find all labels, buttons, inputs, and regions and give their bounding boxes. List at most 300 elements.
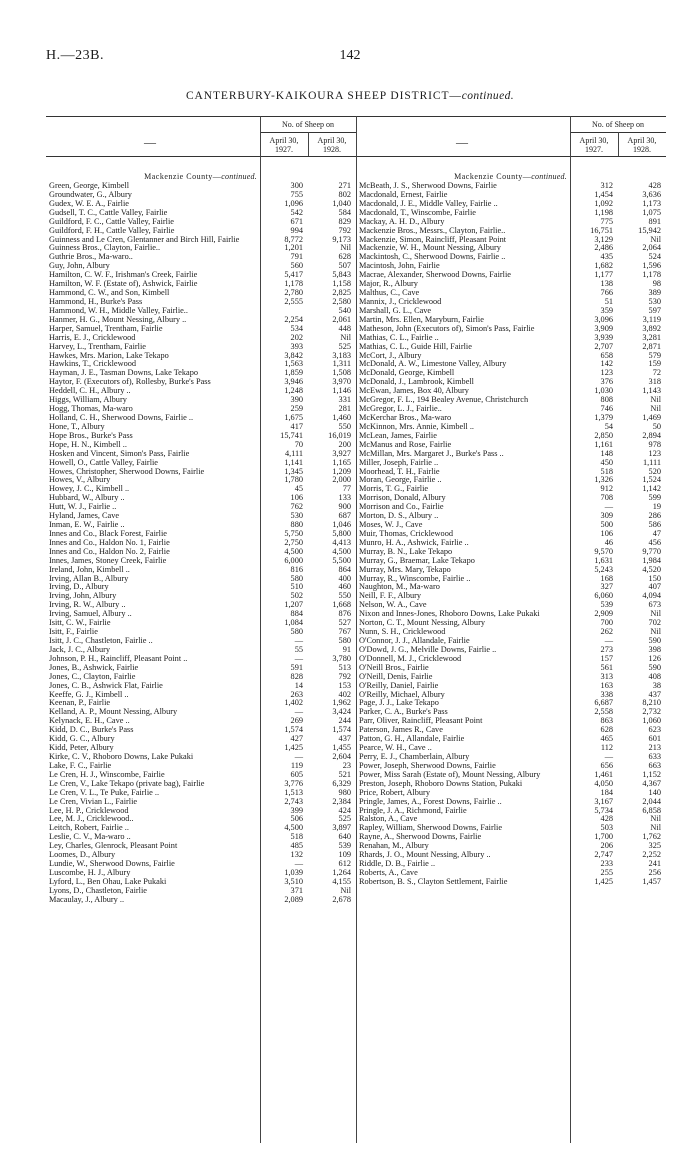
sheep-count-1928: 1,173 <box>642 198 661 208</box>
sheep-count-1927: 123 <box>600 368 613 378</box>
sheep-count-1927: 1,198 <box>594 207 613 217</box>
sheep-count-1928: 2,580 <box>332 296 351 306</box>
sheep-count-1928: 520 <box>648 466 661 476</box>
sheep-count-1928: 628 <box>338 252 351 262</box>
sheep-count-1928: 140 <box>648 787 661 797</box>
sheep-count-1927: 580 <box>290 627 303 637</box>
sheep-count-1927: 1,161 <box>594 439 613 449</box>
right-col1-year: 1927. <box>585 144 603 154</box>
owner-name: Perry, E. J., Chamberlain, Albury <box>359 752 470 761</box>
sheep-count-1927: 6,060 <box>594 591 613 601</box>
sheep-count-1928: 331 <box>338 395 351 405</box>
sheep-count-1928: 829 <box>338 216 351 226</box>
sheep-count-1928: 200 <box>338 439 351 449</box>
sheep-count-1927: 1,513 <box>284 787 303 797</box>
sheep-count-1927: 3,129 <box>594 234 613 244</box>
sheep-count-1928: 1,209 <box>332 466 351 476</box>
owner-name: Holland, C. H., Sherwood Downs, Fairlie .. <box>49 412 194 422</box>
owner-name: Riddle, D. B., Fairlie .. <box>359 859 436 869</box>
sheep-count-1927: 15,741 <box>280 430 303 440</box>
owner-name: Innes, James, Stoney Creek, Fairlie <box>49 555 167 565</box>
sheep-count-1928: 702 <box>648 618 661 628</box>
sheep-count-1927: 912 <box>600 484 613 494</box>
sheep-count-1928: 3,927 <box>332 448 351 458</box>
owner-name: Macdonald, J. E., Middle Valley, Fairlie .. <box>359 198 498 208</box>
owner-name: Hutt, W. J., Fairlie .. <box>49 502 117 512</box>
owner-name: McDonald, A. W., Limestone Valley, Albury <box>359 359 507 369</box>
sheep-count-1927: 2,743 <box>284 796 303 806</box>
sheep-count-1928: Nil <box>650 609 661 619</box>
right-col2-header <box>618 137 666 154</box>
sheep-count-1927: 591 <box>290 662 303 672</box>
sheep-count-1927: 1,039 <box>284 867 303 877</box>
sheep-count-1928: 1,762 <box>642 832 661 842</box>
sheep-count-1928: 318 <box>648 377 661 387</box>
sheep-count-1928: 673 <box>648 600 661 610</box>
sheep-count-1927: 4,111 <box>284 448 303 458</box>
sheep-count-1927: 828 <box>290 671 303 681</box>
owner-name: Le Cren, Vivian L., Fairlie <box>49 796 138 806</box>
owner-name: Hayman, J. E., Tasman Downs, Lake Tekapo <box>49 368 198 378</box>
sheep-count-1928: 2,604 <box>332 752 351 761</box>
owner-name: Hawkes, Mrs. Marion, Lake Tekapo <box>49 350 169 360</box>
sheep-count-1928: 2,871 <box>642 341 661 351</box>
owner-name: McDonald, George, Kimbell <box>359 368 455 378</box>
sheep-count-1927: 2,909 <box>594 609 613 619</box>
sheep-count-1927: 1,454 <box>594 189 613 199</box>
sheep-count-1928: 1,146 <box>332 386 351 396</box>
owner-name: Isitt, C. W., Fairlie <box>49 618 111 628</box>
owner-name: O'Reilly, Michael, Albury <box>359 689 445 699</box>
sheep-count-1927: 762 <box>290 502 303 512</box>
sheep-count-1928: 524 <box>648 252 661 262</box>
sheep-count-1927: 884 <box>290 609 303 619</box>
sheep-count-1927: 371 <box>290 885 303 895</box>
sheep-count-1928: 5,843 <box>332 270 351 280</box>
owner-name: Gudex, W. E. A., Fairlie <box>49 198 129 208</box>
sheep-count-1928: 507 <box>338 261 351 271</box>
sheep-count-1928: 891 <box>648 216 661 226</box>
sheep-count-1927: 393 <box>290 341 303 351</box>
owner-name: Harris, E. J., Cricklewood <box>49 332 136 342</box>
left-col1-year: 1927. <box>275 144 293 154</box>
owner-name: McManus and Rose, Fairlie <box>359 439 452 449</box>
sheep-count-1928: 1,152 <box>642 769 661 779</box>
sheep-count-1928: 1,455 <box>332 743 351 753</box>
owner-name: Neill, F. F., Albury <box>359 591 422 601</box>
sheep-count-1928: 513 <box>338 662 351 672</box>
owner-name: Pringle, James, A., Forest Downs, Fairlie .. <box>359 796 502 806</box>
owner-name: Howes, Christopher, Sherwood Downs, Fairlie <box>49 466 205 476</box>
sheep-count-1928: 407 <box>648 582 661 592</box>
owner-name: Kirke, C. V., Rhoboro Downs, Lake Pukaki <box>49 752 194 761</box>
owner-name: Irving, Samuel, Albury .. <box>49 609 132 619</box>
owner-name: Isitt, J. C., Chastleton, Fairlie .. <box>49 636 153 646</box>
sheep-count-1927: 539 <box>600 600 613 610</box>
owner-name: Macintosh, John, Fairlie <box>359 261 440 271</box>
owner-name: O'Donnell, M. J., Cricklewood <box>359 653 462 663</box>
owner-name: Jones, C., Clayton, Fairlie <box>49 671 136 681</box>
sheep-count-1928: 123 <box>648 448 661 458</box>
sheep-count-1928: 4,367 <box>642 778 661 788</box>
sheep-count-1927: 2,750 <box>284 537 303 547</box>
sheep-count-1927: 233 <box>600 859 613 869</box>
sheep-count-1928: 599 <box>648 493 661 503</box>
page-title <box>0 90 700 102</box>
sheep-count-1928: 1,311 <box>332 359 351 369</box>
owner-name: Kelynack, E. H., Cave .. <box>49 716 130 726</box>
owner-name: Morrison, Donald, Albury <box>359 493 446 503</box>
sheep-count-1928: 687 <box>338 511 351 521</box>
sheep-count-1928: 286 <box>648 511 661 521</box>
owner-name: Leslie, C. V., Ma-waro .. <box>49 832 131 842</box>
sheep-count-1927: 338 <box>600 689 613 699</box>
sheep-count-1927: 9,570 <box>594 546 613 556</box>
sheep-count-1927: 5,734 <box>594 805 613 815</box>
owner-name: Lee, M. J., Cricklewood.. <box>49 814 134 824</box>
sheep-count-1928: Nil <box>340 885 351 895</box>
sheep-count-1927: 1,326 <box>594 475 613 485</box>
sheep-count-1928: 8,210 <box>642 698 661 708</box>
left-col2-date: April 30, <box>317 136 347 145</box>
sheep-count-1928: 23 <box>342 760 351 770</box>
sheep-count-1927: 2,558 <box>594 707 613 717</box>
sheep-count-1928: 1,046 <box>332 520 351 530</box>
owner-name: Murray, R., Winscombe, Fairlie .. <box>359 573 471 583</box>
sheep-count-1928: 521 <box>338 769 351 779</box>
sheep-count-1927: 1,345 <box>284 466 303 476</box>
sheep-count-1928: 900 <box>338 502 351 512</box>
sheep-count-1928: 612 <box>338 859 351 869</box>
sheep-count-1928: 3,636 <box>642 189 661 199</box>
sheep-count-1927: 1,201 <box>284 243 303 253</box>
sheep-count-1928: 1,457 <box>642 876 661 886</box>
sheep-count-1927: 16,751 <box>590 225 613 235</box>
sheep-count-1927: 2,850 <box>594 430 613 440</box>
sheep-count-1927: 671 <box>290 216 303 226</box>
sheep-count-1927: 560 <box>290 261 303 271</box>
owner-name: Green, George, Kimbell <box>49 181 130 190</box>
sheep-count-1927: — <box>294 707 303 717</box>
owner-name: Munro, H. A., Ashwick, Fairlie .. <box>359 537 469 547</box>
sheep-count-1928: 1,264 <box>332 867 351 877</box>
sheep-count-1927: 1,675 <box>284 412 303 422</box>
sheep-count-1927: 656 <box>600 760 613 770</box>
sheep-count-1927: 1,248 <box>284 386 303 396</box>
left-column <box>46 172 355 905</box>
owner-name: Isitt, F., Fairlie <box>49 627 98 637</box>
owner-name: Robertson, B. S., Clayton Settlement, Fairlie <box>359 876 508 886</box>
owner-name: Jack, J. C., Albury <box>49 644 111 654</box>
owner-name: Roberts, A., Cave <box>359 867 418 877</box>
sheep-count-1927: 2,707 <box>594 341 613 351</box>
sheep-count-1927: 55 <box>294 644 303 654</box>
owner-name: Guinness and Le Cren, Glentanner and Birch Hill, Fairlie <box>49 234 240 244</box>
owner-name: Johnson, P. H., Raincliff, Pleasant Point .. <box>49 653 188 663</box>
page-number: 142 <box>339 48 361 63</box>
owner-name: Morrison and Co., Fairlie <box>359 502 444 512</box>
sheep-count-1928: 2,894 <box>642 430 661 440</box>
owner-name: Innes and Co., Haldon No. 1, Fairlie <box>49 537 170 547</box>
right-col1-header <box>570 137 618 154</box>
owner-name: Moses, W. J., Cave <box>359 520 423 530</box>
sheep-count-1928: 1,142 <box>642 484 661 494</box>
sheep-count-1927: 502 <box>290 591 303 601</box>
sheep-count-1927: 465 <box>600 734 613 744</box>
sheep-count-1927: 766 <box>600 288 613 298</box>
sheep-count-1927: 206 <box>600 841 613 851</box>
owner-name: Jones, C. B., Ashwick Flat, Fairlie <box>49 680 163 690</box>
sheep-count-1927: 4,500 <box>284 546 303 556</box>
owner-name: Preston, Joseph, Rhoboro Downs Station, Pukaki <box>359 778 523 788</box>
sheep-count-1927: 132 <box>290 850 303 860</box>
sheep-count-1928: 2,678 <box>332 894 351 904</box>
owner-name: Major, R., Albury <box>359 279 418 289</box>
sheep-count-1927: 1,178 <box>284 279 303 289</box>
sheep-count-1928: Nil <box>650 395 661 405</box>
owner-name: Mackenzie, W. H., Mount Nessing, Albury <box>359 243 501 253</box>
owner-name: McKinnon, Mrs. Annie, Kimbell .. <box>359 421 474 431</box>
sheep-count-1928: 1,060 <box>642 716 661 726</box>
sheep-count-1927: 157 <box>600 653 613 663</box>
right-col2-date: April 30, <box>627 136 657 145</box>
sheep-count-1928: Nil <box>340 243 351 253</box>
sheep-count-1928: 590 <box>648 636 661 646</box>
sheep-count-1928: 586 <box>648 520 661 530</box>
sheep-count-1928: 50 <box>652 421 661 431</box>
sheep-count-1928: 98 <box>652 279 661 289</box>
sheep-count-1927: 4,500 <box>284 823 303 833</box>
sheep-count-1928: 1,524 <box>642 475 661 485</box>
table-row <box>356 878 665 887</box>
sheep-count-1927: 54 <box>604 421 613 431</box>
owner-name: Power, Miss Sarah (Estate of), Mount Nessing, Albury <box>359 769 541 779</box>
owner-name: Rhards, J. O., Mount Nessing, Albury .. <box>359 850 491 860</box>
owner-name: Parker, C. A., Burke's Pass <box>359 707 448 717</box>
owner-name: O'Neill, Denis, Fairlie <box>359 671 433 681</box>
sheep-count-1928: 91 <box>342 644 351 654</box>
owner-name: Price, Robert, Albury <box>359 787 430 797</box>
sheep-count-1927: 106 <box>290 493 303 503</box>
sheep-count-1927: 1,084 <box>284 618 303 628</box>
sheep-count-1928: 539 <box>338 841 351 851</box>
sheep-count-1927: 184 <box>600 787 613 797</box>
owner-name: Macrae, Alexander, Sherwood Downs, Fairlie <box>359 270 511 280</box>
sheep-count-1928: Nil <box>340 332 351 342</box>
sheep-count-1927: 273 <box>600 644 613 654</box>
owner-name: Kidd, Peter, Albury <box>49 743 114 753</box>
owner-name: Luscombe, H. J., Albury <box>49 867 131 877</box>
owner-name: Hammond, W. H., Middle Valley, Fairlie.. <box>49 305 188 315</box>
sheep-count-1927: 500 <box>600 520 613 530</box>
sheep-count-1927: 1,859 <box>284 368 303 378</box>
owner-name: Inman, E. W., Fairlie .. <box>49 520 125 530</box>
owner-name: Nixon and Innes-Jones, Rhoboro Downs, Lake Pukaki <box>359 609 540 619</box>
sheep-count-1927: 816 <box>290 564 303 574</box>
sheep-count-1927: 1,700 <box>594 832 613 842</box>
sheep-count-1928: 153 <box>338 680 351 690</box>
sheep-count-1927: 45 <box>294 484 303 494</box>
owner-name: Hope Bros., Burke's Pass <box>49 430 133 440</box>
sheep-count-1927: 2,780 <box>284 288 303 298</box>
sheep-count-1927: 1,425 <box>594 876 613 886</box>
sheep-count-1928: 15,942 <box>638 225 661 235</box>
sheep-count-1927: 313 <box>600 671 613 681</box>
owner-name: Paterson, James R., Cave <box>359 725 443 735</box>
sheep-count-1927: 1,780 <box>284 475 303 485</box>
left-group-header: No. of Sheep on <box>282 120 334 129</box>
right-name-header: — <box>456 135 468 149</box>
owner-name: Gudsell, T. C., Cattle Valley, Fairlie <box>49 207 168 217</box>
sheep-count-1927: — <box>294 653 303 663</box>
owner-name: Hosken and Vincent, Simon's Pass, Fairlie <box>49 448 190 458</box>
sheep-count-1928: 437 <box>648 689 661 699</box>
sheep-count-1928: 3,119 <box>642 314 661 324</box>
sheep-count-1927: 14 <box>294 680 303 690</box>
owner-name: Murray, B. N., Lake Tekapo <box>359 546 453 556</box>
owner-name: Loomes, D., Albury <box>49 850 116 860</box>
sheep-count-1927: — <box>294 752 303 761</box>
sheep-count-1928: 1,460 <box>332 412 351 422</box>
sheep-count-1928: 550 <box>338 421 351 431</box>
owner-name: Ley, Charles, Glenrock, Pleasant Point <box>49 841 178 851</box>
sheep-count-1928: 1,984 <box>642 555 661 565</box>
owner-name: Page, J. J., Lake Tekapo <box>359 698 439 708</box>
sheep-count-1928: 6,329 <box>332 778 351 788</box>
sheep-count-1928: 2,384 <box>332 796 351 806</box>
owner-name: Muir, Thomas, Cricklewood <box>359 528 453 538</box>
owner-name: Lake, F. C., Fairlie <box>49 760 112 770</box>
sheep-count-1928: Nil <box>650 404 661 414</box>
owner-name: Kidd, D. C., Burke's Pass <box>49 725 134 735</box>
sheep-count-1927: 51 <box>604 296 613 306</box>
sheep-count-1928: 3,897 <box>332 823 351 833</box>
owner-name: Keeffe, G. J., Kimbell .. <box>49 689 129 699</box>
owner-name: Guildford, F. H., Cattle Valley, Fairlie <box>49 225 175 235</box>
sheep-count-1928: 9,173 <box>332 234 351 244</box>
owner-name: Innes and Co., Haldon No. 2, Fairlie <box>49 546 170 556</box>
sheep-count-1927: 510 <box>290 582 303 592</box>
sheep-count-1928: 2,000 <box>332 475 351 485</box>
sheep-count-1928: 584 <box>338 207 351 217</box>
sheep-count-1927: 530 <box>290 511 303 521</box>
sheep-count-1927: 390 <box>290 395 303 405</box>
sheep-count-1927: 3,510 <box>284 876 303 886</box>
document-code: H.—23B. <box>46 48 104 63</box>
owner-name: Lee, H. P., Cricklewood <box>49 805 129 815</box>
sheep-count-1927: 994 <box>290 225 303 235</box>
owner-name: O'Connor, J. J., Allandale, Fairlie <box>359 636 470 646</box>
owner-name: Irving, Allan B., Albury <box>49 573 129 583</box>
sheep-count-1928: Nil <box>650 627 661 637</box>
sheep-count-1927: 399 <box>290 805 303 815</box>
owner-name: Rapley, William, Sherwood Downs, Fairlie <box>359 823 502 833</box>
left-col2-year: 1928. <box>323 144 341 154</box>
sheep-count-1928: 1,111 <box>642 457 661 467</box>
sheep-count-1928: 540 <box>338 305 351 315</box>
sheep-count-1927: 138 <box>600 279 613 289</box>
sheep-count-1928: 408 <box>648 671 661 681</box>
sheep-count-1928: 590 <box>648 662 661 672</box>
sheep-count-1927: 450 <box>600 457 613 467</box>
sheep-count-1928: 77 <box>342 484 351 494</box>
sheep-count-1927: — <box>604 752 613 761</box>
sheep-count-1927: 1,207 <box>284 600 303 610</box>
owner-name: Haytor, F. (Executors of), Rollesby, Burke's Pass <box>49 377 211 387</box>
right-section-title: Mackenzie County— <box>454 172 532 181</box>
owner-name: Hone, T., Albury <box>49 421 105 431</box>
left-section-title: Mackenzie County— <box>144 172 222 181</box>
sheep-count-1928: 2,825 <box>332 288 351 298</box>
sheep-count-1928: 398 <box>648 644 661 654</box>
sheep-count-1927: 312 <box>600 181 613 190</box>
sheep-count-1927: 485 <box>290 841 303 851</box>
sheep-count-1927: 2,089 <box>284 894 303 904</box>
sheep-count-1927: 791 <box>290 252 303 262</box>
owner-name: Le Cren, V., Lake Tekapo (private bag), Fairlie <box>49 778 205 788</box>
owner-name: Irving, John, Albury <box>49 591 117 601</box>
sheep-count-1928: 3,183 <box>332 350 351 360</box>
owner-name: Pearce, W. H., Cave .. <box>359 743 432 753</box>
owner-name: Kidd, G. C., Albury <box>49 734 115 744</box>
owner-name: Hanmer, H. G., Mount Nessing, Albury .. <box>49 314 187 324</box>
sheep-count-1928: 389 <box>648 288 661 298</box>
sheep-count-1928: 1,962 <box>332 698 351 708</box>
sheep-count-1928: 241 <box>648 859 661 869</box>
sheep-count-1927: 376 <box>600 377 613 387</box>
sheep-count-1927: 300 <box>290 181 303 190</box>
owner-name: Howell, O., Cattle Valley, Fairlie <box>49 457 158 467</box>
sheep-count-1927: 106 <box>600 528 613 538</box>
owner-name: Guinness Bros., Clayton, Fairlie.. <box>49 243 161 253</box>
owner-name: Kelland, A. P., Mount Nessing, Albury <box>49 707 178 717</box>
sheep-count-1927: 808 <box>600 395 613 405</box>
owner-name: Hope, H. N., Kimbell .. <box>49 439 127 449</box>
sheep-count-1927: 708 <box>600 493 613 503</box>
owner-name: Mannix, J., Cricklewood <box>359 296 442 306</box>
owner-name: Patton, G. H., Allandale, Fairlie <box>359 734 465 744</box>
sheep-count-1927: 1,177 <box>594 270 613 280</box>
owner-name: O'Dowd, J. G., Melville Downs, Fairlie .. <box>359 644 497 654</box>
sheep-count-1928: 802 <box>338 189 351 199</box>
sheep-count-1928: 876 <box>338 609 351 619</box>
sheep-count-1928: 550 <box>338 591 351 601</box>
owner-name: Marshall, G. L., Cave <box>359 305 432 315</box>
owner-name: Hamilton, C. W. F., Irishman's Creek, Fairlie <box>49 270 198 280</box>
sheep-count-1928: 978 <box>648 439 661 449</box>
sheep-count-1927: 3,167 <box>594 796 613 806</box>
owner-name: Howey, J. C., Kimbell .. <box>49 484 130 494</box>
sheep-count-1927: 1,425 <box>284 743 303 753</box>
sheep-count-1928: 1,668 <box>332 600 351 610</box>
owner-name: Howes, V., Albury <box>49 475 111 485</box>
sheep-count-1927: 863 <box>600 716 613 726</box>
owner-name: Murray, G., Braemar, Lake Tekapo <box>359 555 475 565</box>
owner-name: Keenan, P., Fairlie <box>49 698 111 708</box>
sheep-count-1927: 3,776 <box>284 778 303 788</box>
owner-name: Miller, Joseph, Fairlie .. <box>359 457 439 467</box>
sheep-count-1927: 46 <box>604 537 613 547</box>
sheep-count-1927: 6,000 <box>284 555 303 565</box>
owner-name: Innes and Co., Black Forest, Fairlie <box>49 528 167 538</box>
owner-name: Macaulay, J., Albury .. <box>49 894 125 904</box>
owner-name: Power, Joseph, Sherwood Downs, Fairlie <box>359 760 496 770</box>
title-continued: continued. <box>461 90 515 102</box>
right-section-cont: continued. <box>531 172 567 181</box>
sheep-count-1928: 428 <box>648 181 661 190</box>
sheep-count-1927: 1,092 <box>594 198 613 208</box>
owner-name: Hyland, James, Cave <box>49 511 120 521</box>
